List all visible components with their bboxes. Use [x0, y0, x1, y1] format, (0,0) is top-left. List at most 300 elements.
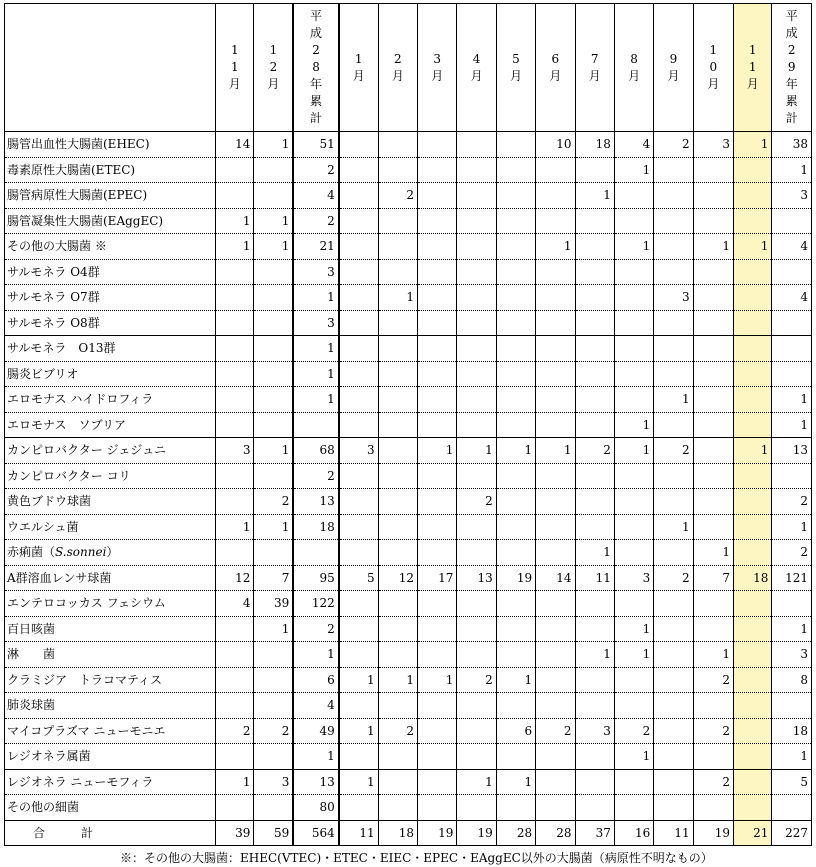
- count-cell: [378, 132, 417, 158]
- count-cell: [254, 336, 293, 362]
- count-cell: [496, 795, 535, 821]
- count-cell: 1: [254, 438, 293, 464]
- column-header-label: 2月: [391, 51, 404, 83]
- count-cell: [575, 285, 614, 311]
- count-cell: [575, 208, 614, 234]
- count-cell: 3: [339, 438, 378, 464]
- count-cell: [339, 489, 378, 515]
- count-cell: [254, 795, 293, 821]
- count-cell: [457, 157, 496, 183]
- count-cell: [496, 744, 535, 770]
- count-cell: 1: [614, 157, 653, 183]
- pathogen-name: 黄色ブドウ球菌: [5, 489, 216, 515]
- column-header: [693, 4, 733, 132]
- count-cell: [575, 616, 614, 642]
- count-cell: [772, 463, 812, 489]
- count-cell: [614, 336, 653, 362]
- count-cell: 1: [614, 616, 653, 642]
- table-row: [5, 718, 812, 744]
- column-header: [254, 4, 293, 132]
- count-cell: [339, 285, 378, 311]
- pathogen-name: A群溶血レンサ球菌: [5, 565, 216, 591]
- count-cell: 19: [496, 565, 535, 591]
- count-cell: [614, 540, 653, 566]
- table-row: [5, 336, 812, 362]
- count-cell: [654, 412, 693, 438]
- count-cell: 2: [772, 489, 812, 515]
- table-row: [5, 463, 812, 489]
- count-cell: [457, 718, 496, 744]
- count-cell: [536, 259, 575, 285]
- count-cell: [654, 157, 693, 183]
- count-cell: [496, 310, 535, 336]
- count-cell: 1: [693, 234, 733, 260]
- count-cell: [254, 285, 293, 311]
- count-cell: [418, 412, 457, 438]
- count-cell: [496, 208, 535, 234]
- count-cell: 1: [496, 438, 535, 464]
- count-cell: 1: [339, 718, 378, 744]
- count-cell: [378, 591, 417, 617]
- count-cell: [693, 336, 733, 362]
- column-header-label: 10月: [707, 43, 720, 91]
- count-cell: 1: [496, 667, 535, 693]
- count-cell: [734, 616, 772, 642]
- count-cell: [339, 591, 378, 617]
- count-cell: [734, 387, 772, 413]
- table-row: [5, 412, 812, 438]
- count-cell: 13: [293, 769, 338, 795]
- count-cell: 2: [536, 718, 575, 744]
- count-cell: [536, 310, 575, 336]
- count-cell: [734, 208, 772, 234]
- count-cell: [216, 693, 254, 719]
- count-cell: [216, 183, 254, 209]
- count-cell: [418, 591, 457, 617]
- count-cell: 4: [772, 285, 812, 311]
- total-cell: 18: [378, 820, 417, 846]
- count-cell: 1: [339, 667, 378, 693]
- count-cell: [457, 208, 496, 234]
- count-cell: 5: [772, 769, 812, 795]
- count-cell: 1: [772, 744, 812, 770]
- table-row: [5, 234, 812, 260]
- count-cell: [536, 387, 575, 413]
- count-cell: 2: [654, 438, 693, 464]
- count-cell: 80: [293, 795, 338, 821]
- count-cell: 38: [772, 132, 812, 158]
- count-cell: [734, 336, 772, 362]
- count-cell: 3: [254, 769, 293, 795]
- count-cell: [339, 642, 378, 668]
- pathogen-name: サルモネラ O13群: [5, 336, 216, 362]
- count-cell: [734, 514, 772, 540]
- count-cell: 1: [293, 336, 338, 362]
- count-cell: [496, 616, 535, 642]
- count-cell: [254, 693, 293, 719]
- count-cell: [734, 667, 772, 693]
- count-cell: [693, 361, 733, 387]
- count-cell: [575, 744, 614, 770]
- column-header: [496, 4, 535, 132]
- count-cell: [654, 769, 693, 795]
- count-cell: 17: [418, 565, 457, 591]
- count-cell: [536, 667, 575, 693]
- count-cell: 5: [339, 565, 378, 591]
- count-cell: [339, 234, 378, 260]
- count-cell: 49: [293, 718, 338, 744]
- count-cell: [693, 591, 733, 617]
- count-cell: [614, 387, 653, 413]
- column-header-label: 平成28年累計: [310, 9, 323, 125]
- count-cell: [496, 183, 535, 209]
- count-cell: 1: [254, 208, 293, 234]
- pathogen-name: 赤痢菌（S.sonnei）: [5, 540, 216, 566]
- total-cell: 227: [772, 820, 812, 846]
- count-cell: [339, 463, 378, 489]
- count-cell: [575, 489, 614, 515]
- pathogen-name: エロモナス ソブリア: [5, 412, 216, 438]
- count-cell: 1: [293, 744, 338, 770]
- column-header-label: 6月: [549, 51, 562, 83]
- count-cell: [614, 208, 653, 234]
- count-cell: 12: [378, 565, 417, 591]
- count-cell: [457, 183, 496, 209]
- count-cell: [418, 769, 457, 795]
- count-cell: 2: [772, 540, 812, 566]
- count-cell: [575, 667, 614, 693]
- count-cell: [418, 234, 457, 260]
- count-cell: [496, 259, 535, 285]
- column-header-label: 5月: [509, 51, 522, 83]
- count-cell: 1: [772, 387, 812, 413]
- count-cell: 1: [772, 514, 812, 540]
- count-cell: [575, 157, 614, 183]
- count-cell: [536, 769, 575, 795]
- count-cell: 7: [693, 565, 733, 591]
- count-cell: [734, 489, 772, 515]
- count-cell: [378, 693, 417, 719]
- count-cell: [614, 769, 653, 795]
- count-cell: [536, 616, 575, 642]
- pathogen-name: その他の大腸菌 ※: [5, 234, 216, 260]
- count-cell: [378, 616, 417, 642]
- count-cell: 95: [293, 565, 338, 591]
- count-cell: [378, 208, 417, 234]
- table-row: [5, 132, 812, 158]
- count-cell: [216, 336, 254, 362]
- count-cell: [457, 616, 496, 642]
- total-cell: 564: [293, 820, 338, 846]
- count-cell: [378, 234, 417, 260]
- count-cell: [734, 795, 772, 821]
- total-cell: 11: [654, 820, 693, 846]
- count-cell: [575, 795, 614, 821]
- count-cell: [654, 234, 693, 260]
- count-cell: 2: [293, 208, 338, 234]
- column-header-label: 12月: [267, 43, 280, 91]
- count-cell: 1: [614, 412, 653, 438]
- count-cell: [654, 259, 693, 285]
- count-cell: [339, 387, 378, 413]
- count-cell: [614, 285, 653, 311]
- count-cell: 1: [536, 234, 575, 260]
- count-cell: [418, 285, 457, 311]
- count-cell: [457, 540, 496, 566]
- count-cell: [254, 667, 293, 693]
- count-cell: 68: [293, 438, 338, 464]
- count-cell: 3: [575, 718, 614, 744]
- count-cell: [457, 361, 496, 387]
- count-cell: 1: [457, 438, 496, 464]
- count-cell: [772, 208, 812, 234]
- count-cell: [693, 693, 733, 719]
- count-cell: [457, 463, 496, 489]
- count-cell: [536, 183, 575, 209]
- count-cell: [254, 259, 293, 285]
- count-cell: [575, 463, 614, 489]
- count-cell: 1: [734, 438, 772, 464]
- column-header: [536, 4, 575, 132]
- count-cell: [457, 744, 496, 770]
- column-header-label: 7月: [588, 51, 601, 83]
- count-cell: [216, 157, 254, 183]
- count-cell: [575, 693, 614, 719]
- count-cell: 3: [216, 438, 254, 464]
- table-row: [5, 744, 812, 770]
- count-cell: [693, 208, 733, 234]
- count-cell: [496, 591, 535, 617]
- count-cell: [254, 463, 293, 489]
- pathogen-name: その他の細菌: [5, 795, 216, 821]
- count-cell: [254, 183, 293, 209]
- count-cell: [418, 718, 457, 744]
- count-cell: 51: [293, 132, 338, 158]
- count-cell: [418, 693, 457, 719]
- count-cell: 1: [496, 769, 535, 795]
- count-cell: [575, 412, 614, 438]
- pathogen-name: レジオネラ ニューモフィラ: [5, 769, 216, 795]
- header-row: [5, 4, 812, 132]
- total-cell: 59: [254, 820, 293, 846]
- count-cell: 1: [216, 208, 254, 234]
- count-cell: [693, 795, 733, 821]
- count-cell: [418, 336, 457, 362]
- count-cell: [418, 157, 457, 183]
- count-cell: [536, 361, 575, 387]
- count-cell: [378, 412, 417, 438]
- count-cell: [378, 157, 417, 183]
- count-cell: 2: [654, 132, 693, 158]
- count-cell: [339, 157, 378, 183]
- total-cell: 37: [575, 820, 614, 846]
- count-cell: [418, 259, 457, 285]
- count-cell: 39: [254, 591, 293, 617]
- pathogen-name: エンテロコッカス フェシウム: [5, 591, 216, 617]
- count-cell: [457, 387, 496, 413]
- count-cell: 1: [693, 540, 733, 566]
- count-cell: [457, 336, 496, 362]
- pathogen-name: 腸管病原性大腸菌(EPEC): [5, 183, 216, 209]
- count-cell: [418, 310, 457, 336]
- count-cell: [693, 310, 733, 336]
- column-header: [575, 4, 614, 132]
- column-header: [418, 4, 457, 132]
- table-row: [5, 183, 812, 209]
- pathogen-name: マイコプラズマ ニューモニエ: [5, 718, 216, 744]
- pathogen-name: カンピロバクター コリ: [5, 463, 216, 489]
- count-cell: [654, 489, 693, 515]
- count-cell: [575, 361, 614, 387]
- count-cell: 4: [293, 183, 338, 209]
- count-cell: 1: [293, 361, 338, 387]
- count-cell: 1: [418, 438, 457, 464]
- count-cell: [536, 489, 575, 515]
- table-row: [5, 667, 812, 693]
- count-cell: [734, 693, 772, 719]
- count-cell: 1: [772, 616, 812, 642]
- table-row: [5, 208, 812, 234]
- count-cell: 18: [293, 514, 338, 540]
- count-cell: [457, 310, 496, 336]
- count-cell: [654, 667, 693, 693]
- count-cell: 7: [254, 565, 293, 591]
- count-cell: 1: [293, 642, 338, 668]
- count-cell: [654, 642, 693, 668]
- count-cell: 10: [536, 132, 575, 158]
- count-cell: 2: [654, 565, 693, 591]
- count-cell: [339, 795, 378, 821]
- column-header: [216, 4, 254, 132]
- table-row: [5, 769, 812, 795]
- total-label: 合 計: [5, 820, 216, 846]
- count-cell: 6: [496, 718, 535, 744]
- table-row: [5, 616, 812, 642]
- count-cell: [614, 489, 653, 515]
- count-cell: [654, 540, 693, 566]
- table-row: [5, 693, 812, 719]
- count-cell: 6: [293, 667, 338, 693]
- count-cell: [734, 769, 772, 795]
- count-cell: 1: [614, 642, 653, 668]
- table-row: [5, 795, 812, 821]
- count-cell: [457, 693, 496, 719]
- column-header-label: 9月: [667, 51, 680, 83]
- table-row: [5, 361, 812, 387]
- count-cell: [536, 412, 575, 438]
- count-cell: [693, 183, 733, 209]
- count-cell: [693, 157, 733, 183]
- count-cell: [772, 336, 812, 362]
- count-cell: [693, 616, 733, 642]
- count-cell: 1: [254, 514, 293, 540]
- count-cell: [575, 769, 614, 795]
- column-header: [339, 4, 378, 132]
- count-cell: [693, 387, 733, 413]
- count-cell: [339, 514, 378, 540]
- count-cell: [378, 795, 417, 821]
- count-cell: 1: [575, 183, 614, 209]
- table-row: [5, 489, 812, 515]
- count-cell: [418, 616, 457, 642]
- count-cell: 2: [614, 718, 653, 744]
- count-cell: 2: [293, 463, 338, 489]
- count-cell: 122: [293, 591, 338, 617]
- count-cell: [734, 591, 772, 617]
- count-cell: [339, 412, 378, 438]
- count-cell: [496, 361, 535, 387]
- count-cell: [339, 693, 378, 719]
- count-cell: 1: [457, 769, 496, 795]
- total-cell: 28: [536, 820, 575, 846]
- count-cell: [457, 234, 496, 260]
- column-header: [457, 4, 496, 132]
- count-cell: [536, 208, 575, 234]
- count-cell: 1: [216, 769, 254, 795]
- count-cell: [734, 642, 772, 668]
- count-cell: 21: [293, 234, 338, 260]
- count-cell: 13: [293, 489, 338, 515]
- count-cell: 1: [536, 438, 575, 464]
- count-cell: 1: [614, 744, 653, 770]
- count-cell: [418, 183, 457, 209]
- count-cell: 1: [418, 667, 457, 693]
- count-cell: [339, 310, 378, 336]
- count-cell: [216, 285, 254, 311]
- count-cell: [496, 642, 535, 668]
- count-cell: 3: [693, 132, 733, 158]
- count-cell: [216, 744, 254, 770]
- count-cell: [693, 514, 733, 540]
- count-cell: [654, 183, 693, 209]
- count-cell: [418, 361, 457, 387]
- count-cell: 1: [614, 438, 653, 464]
- count-cell: [378, 361, 417, 387]
- count-cell: [772, 795, 812, 821]
- count-cell: 1: [254, 616, 293, 642]
- count-cell: [575, 234, 614, 260]
- column-header: [378, 4, 417, 132]
- table-row: [5, 387, 812, 413]
- column-header: [654, 4, 693, 132]
- count-cell: [496, 514, 535, 540]
- count-cell: [457, 132, 496, 158]
- column-header-label: 平成29年累計: [785, 9, 798, 125]
- count-cell: 1: [614, 234, 653, 260]
- count-cell: [457, 259, 496, 285]
- count-cell: [216, 642, 254, 668]
- table-row: [5, 642, 812, 668]
- pathogen-name: レジオネラ属菌: [5, 744, 216, 770]
- count-cell: [254, 642, 293, 668]
- count-cell: [339, 132, 378, 158]
- count-cell: [293, 540, 338, 566]
- count-cell: [654, 208, 693, 234]
- count-cell: [536, 514, 575, 540]
- count-cell: 1: [575, 540, 614, 566]
- count-cell: [654, 310, 693, 336]
- count-cell: [654, 718, 693, 744]
- count-cell: [378, 387, 417, 413]
- count-cell: [254, 540, 293, 566]
- count-cell: 1: [654, 514, 693, 540]
- count-cell: 1: [254, 132, 293, 158]
- count-cell: [614, 795, 653, 821]
- pathogen-name: エロモナス ハイドロフィラ: [5, 387, 216, 413]
- count-cell: [254, 157, 293, 183]
- count-cell: [536, 642, 575, 668]
- count-cell: 3: [772, 183, 812, 209]
